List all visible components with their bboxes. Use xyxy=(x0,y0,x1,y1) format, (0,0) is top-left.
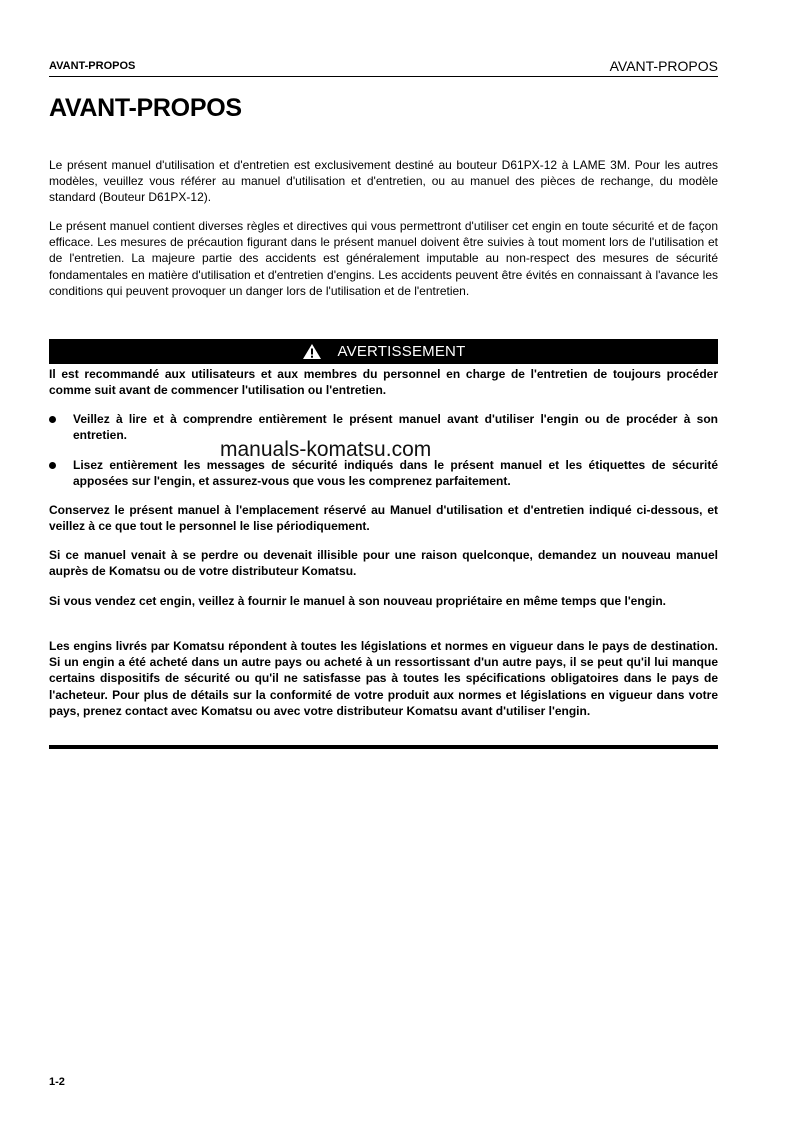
warning-title: AVERTISSEMENT xyxy=(337,343,466,360)
warning-end-rule xyxy=(49,745,718,749)
bullet-icon xyxy=(49,462,56,469)
warning-paragraph: Conservez le présent manuel à l'emplacement réservé au Manuel d'utilisation et d'entretien indiqué ci-dessous, et veillez à ce que tout le personnel le lise périodiquement. xyxy=(49,503,718,534)
intro-paragraph-1: Le présent manuel d'utilisation et d'entretien est exclusivement destiné au bouteur D61PX-12 à LAME 3M. Pour les autres modèles, veuillez vous référer au manuel d'utilisation et d'entretien, ou au manuel des pièces de rechange, du modèle standard (Bouteur D61PX-12). xyxy=(49,158,718,205)
header-divider xyxy=(49,76,718,77)
page-number: 1-2 xyxy=(49,1076,65,1088)
watermark: manuals-komatsu.com xyxy=(220,438,432,461)
warning-banner xyxy=(49,339,718,364)
bullet-icon xyxy=(49,416,56,423)
warning-bullet xyxy=(49,457,718,489)
warning-lead: Il est recommandé aux utilisateurs et aux membres du personnel en charge de l'entretien de toujours procéder comme suit avant de commencer l'utilisation ou l'entretien. xyxy=(49,367,718,398)
running-header-left: AVANT-PROPOS xyxy=(49,60,136,72)
warning-bullet-text: Veillez à lire et à comprendre entièrement le présent manuel avant d'utiliser l'engin ou de procéder à son entretien. xyxy=(73,412,718,443)
warning-triangle-icon xyxy=(302,343,322,360)
running-header-right: AVANT-PROPOS xyxy=(609,58,718,74)
warning-paragraph: Si vous vendez cet engin, veillez à fournir le manuel à son nouveau propriétaire en même temps que l'engin. xyxy=(49,594,667,608)
warning-paragraph: Si ce manuel venait à se perdre ou devenait illisible pour une raison quelconque, demandez un nouveau manuel auprès de Komatsu ou de votre distributeur Komatsu. xyxy=(49,548,718,579)
warning-paragraph: Les engins livrés par Komatsu répondent à toutes les législations et normes en vigueur dans le pays de destination. Si un engin a été acheté dans un autre pays ou acheté à un ressortissant d'un autre pays, il se peut qu'il lui manque certains dispositifs de sécurité ou qu'il ne satisfasse pas à toutes les spécifications obligatoires dans le pays de l'acheteur. Pour plus de détails sur la conformité de votre produit aux normes et législations en vigueur dans votre pays, prenez contact avec Komatsu ou avec votre distributeur Komatsu avant d'utiliser l'engin. xyxy=(49,639,718,718)
intro-paragraph-2: Le présent manuel contient diverses règles et directives qui vous permettront d'utiliser cet engin en toute sécurité et de façon efficace. Les mesures de précaution figurant dans le présent manuel doivent être suivies à tout moment lors de l'utilisation et de l'entretien. La majeure partie des accidents est généralement imputable au non-respect des mesures de sécurité fondamentales en matière d'utilisation et d'entretien d'engins. Les accidents peuvent être évités en connaissant à l'avance les conditions qui peuvent provoquer un danger lors de l'utilisation et de l'entretien. xyxy=(49,219,718,298)
page-title: AVANT-PROPOS xyxy=(49,94,242,122)
warning-bullet-text: Lisez entièrement les messages de sécurité indiqués dans le présent manuel et les étiquettes de sécurité apposées sur l'engin, et assurez-vous que vous les comprenez parfaitement. xyxy=(73,458,718,489)
